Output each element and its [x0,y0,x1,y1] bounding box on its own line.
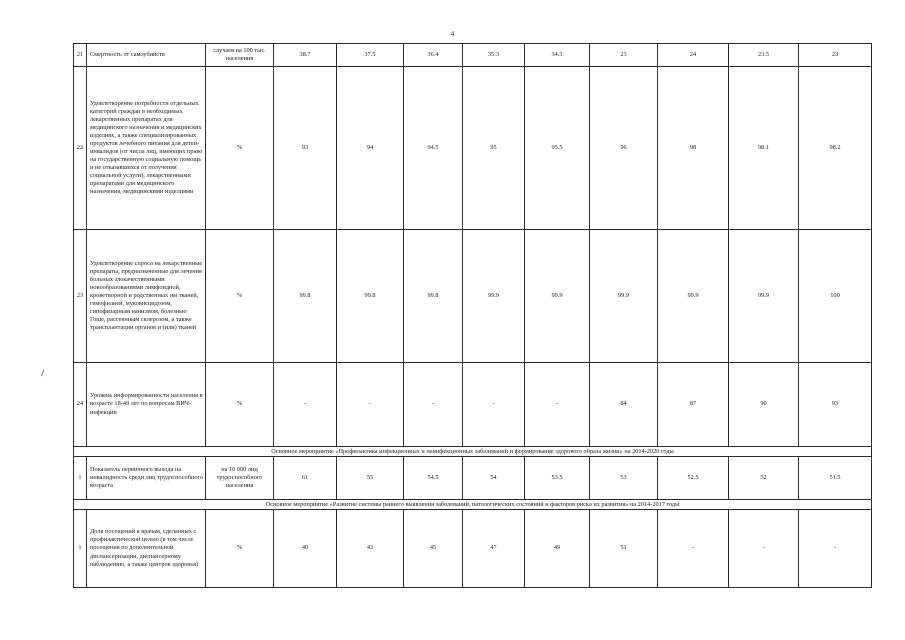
value-cell: 54 [463,457,525,500]
value-cell: 40 [274,510,337,588]
margin-mark [41,369,48,377]
value-cell: - [799,510,872,588]
value-cell: 96 [590,67,658,230]
table-row [74,510,872,588]
value-cell: 87 [658,363,729,447]
value-cell: 99.9 [658,230,729,363]
indicator-name: Показатель первичного выхода на инвалидность среди лиц трудоспособного возраста [87,457,206,500]
value-cell: 99.8 [337,230,404,363]
value-cell: 61 [274,457,337,500]
value-cell: 24 [658,44,729,67]
row-number: 23 [74,230,87,363]
value-cell: 100 [799,230,872,363]
value-cell: - [525,363,590,447]
unit-cell: % [206,67,274,230]
value-cell: 51.5 [799,457,872,500]
indicator-name: Смертность от самоубийств [87,44,206,67]
value-cell: 45 [404,510,463,588]
value-cell: 55 [337,457,404,500]
value-cell: - [463,363,525,447]
value-cell: 34.3 [525,44,590,67]
value-cell: 54.5 [404,457,463,500]
value-cell: 53.5 [525,457,590,500]
table-row [74,457,872,500]
value-cell: 52.5 [658,457,729,500]
value-cell: - [274,363,337,447]
indicator-name: Уровень информированности населения в возрасте 18-49 лет по вопросам ВИЧ-инфекции [87,363,206,447]
value-cell: 94.5 [404,67,463,230]
section-title: Основное мероприятие «Развитие системы раннего выявления заболеваний, патологических состояний и факторов риска их развития» на 2014-2017 годы [74,500,872,510]
table-row [74,363,872,447]
indicator-name: Удовлетворение потребности отдельных категорий граждан в необходимых лекарственных препаратах для медицинского назначения и медицинских изделиях, а также специализированных продуктов лечебного питания для детей-инвалидов (от числа лиц, имеющих право на государственную социальную помощь и не отказавшихся от получения социальной услуги), лекарственными препаратами для медицинского назначения, медицинскими изделиями [87,67,206,230]
value-cell: - [658,510,729,588]
value-cell: 98.1 [729,67,799,230]
indicator-name: Удовлетворение спроса на лекарственные препараты, предназначенные для лечения больных злокачественными новообразованиями лимфоидной, кроветворной и родственных им тканей, гемофилией, муковисцидозом, гипофизарным нанизмом, болезнью Гоше, рассеянным склерозом, а также трансплантации органов и (или) тканей [87,230,206,363]
value-cell: 52 [729,457,799,500]
value-cell: 23 [590,44,658,67]
value-cell: 99.9 [463,230,525,363]
value-cell: 95 [463,67,525,230]
value-cell: 98 [658,67,729,230]
value-cell: 99.8 [274,230,337,363]
value-cell: 94 [337,67,404,230]
value-cell: 38.7 [274,44,337,67]
value-cell: 51 [590,510,658,588]
table-row [74,230,872,363]
unit-cell: % [206,230,274,363]
row-number: 1 [74,457,87,500]
value-cell: 84 [590,363,658,447]
value-cell: 43 [337,510,404,588]
value-cell: - [337,363,404,447]
value-cell: 99.9 [729,230,799,363]
table-row [74,44,872,67]
value-cell: 98.2 [799,67,872,230]
value-cell: - [404,363,463,447]
indicators-table [73,43,872,588]
value-cell: 35.3 [463,44,525,67]
table-row [74,67,872,230]
value-cell: - [729,510,799,588]
value-cell: 37.5 [337,44,404,67]
value-cell: 47 [463,510,525,588]
section-header-row [74,500,872,510]
value-cell: 99.9 [525,230,590,363]
section-title: Основное мероприятие «Профилактика инфекционных и неинфекционных заболеваний и формирование здорового образа жизни» на 2014-2020 годы [74,447,872,457]
value-cell: 93 [799,363,872,447]
value-cell: 95.5 [525,67,590,230]
page-number: 4 [450,30,455,38]
value-cell: 99.9 [590,230,658,363]
value-cell: 49 [525,510,590,588]
value-cell: 23 [799,44,872,67]
value-cell: 23.5 [729,44,799,67]
value-cell: 36.4 [404,44,463,67]
unit-cell: на 10 000 лиц трудоспособного населения [206,457,274,500]
unit-cell: % [206,510,274,588]
indicator-name: Доля посещений к врачам, сделанных с профилактической целью (в том числе посещения по дополнительной диспансеризации, диспансерному наблюдению, а также центров здоровья) [87,510,206,588]
value-cell: 53 [590,457,658,500]
row-number: 24 [74,363,87,447]
row-number: 21 [74,44,87,67]
unit-cell: случаев на 100 тыс. населения [206,44,274,67]
value-cell: 93 [274,67,337,230]
row-number: 22 [74,67,87,230]
section-header-row [74,447,872,457]
value-cell: 99.8 [404,230,463,363]
value-cell: 90 [729,363,799,447]
unit-cell: % [206,363,274,447]
row-number: 1 [74,510,87,588]
